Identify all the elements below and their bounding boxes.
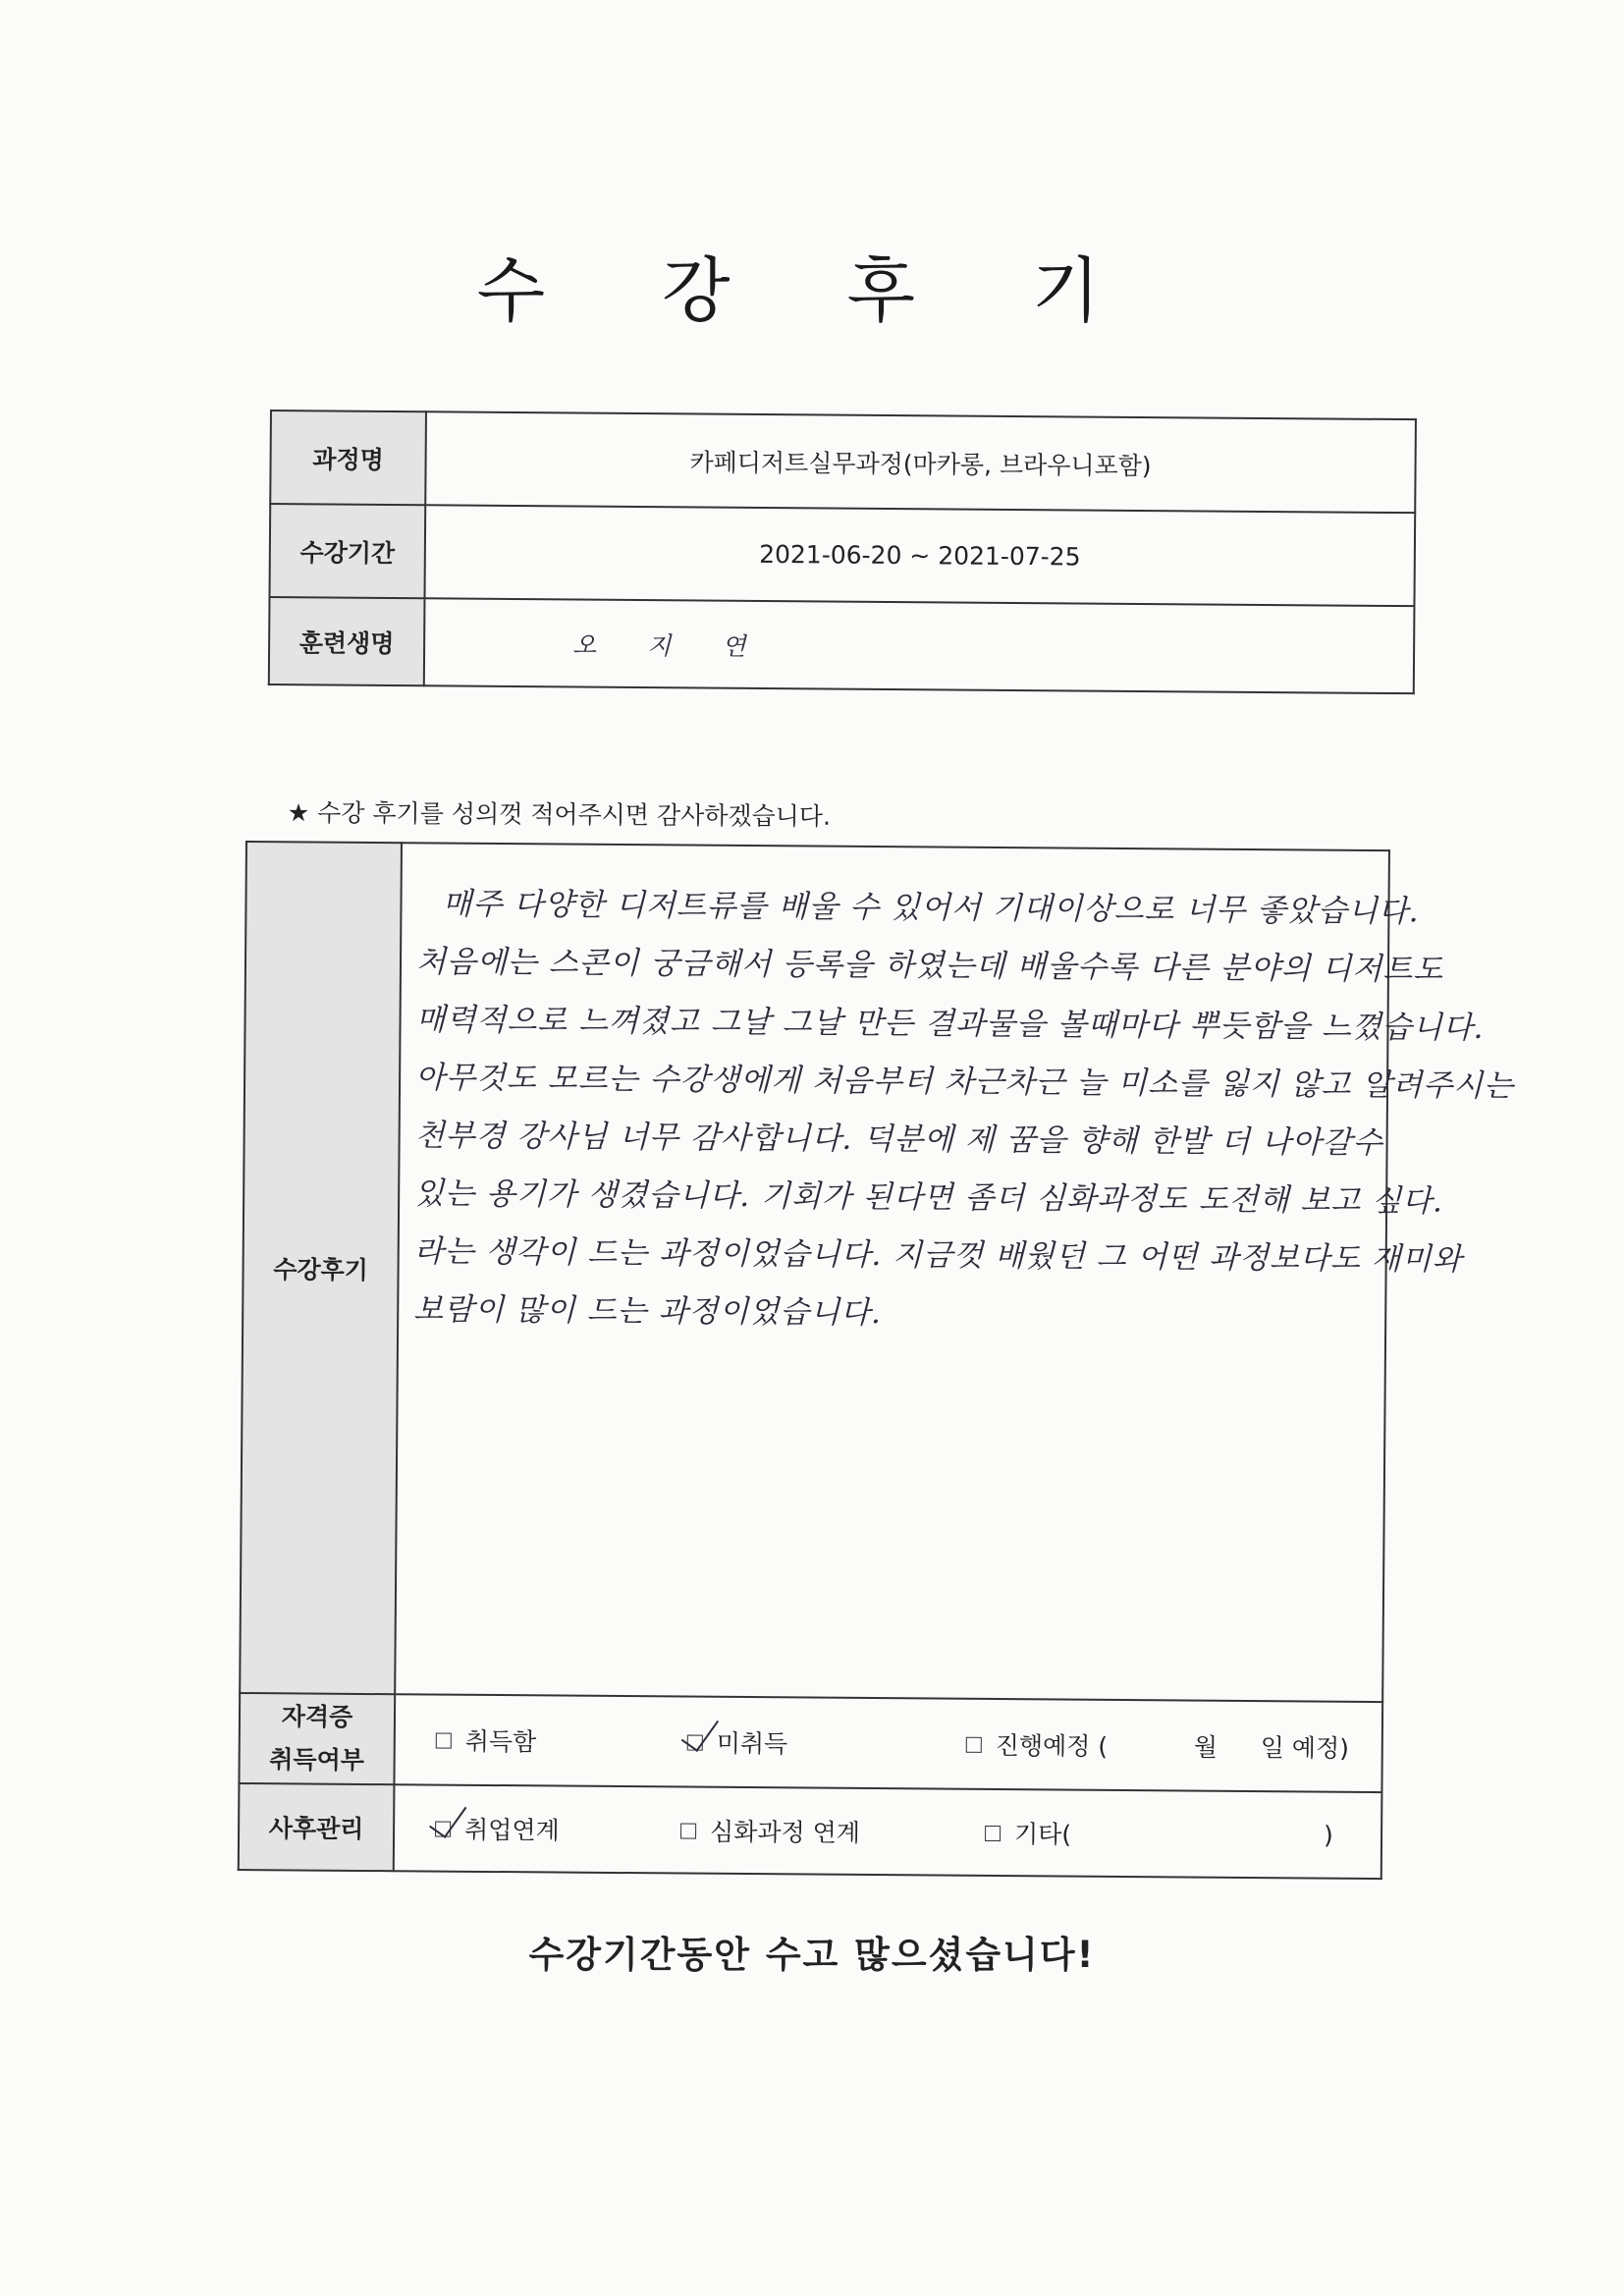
checkbox-icon[interactable] [436, 1733, 452, 1749]
trainee-name-value: 오 지 연 [424, 598, 1415, 693]
option-label: 취득함 [464, 1726, 537, 1757]
course-info-table [268, 410, 1417, 694]
option-label: 심화과정 연계 [709, 1817, 861, 1847]
instruction-note: ★ 수강 후기를 성의껏 적어주시면 감사하겠습니다. [287, 797, 832, 831]
aftercare-label: 사후관리 [239, 1783, 395, 1871]
certificate-not-acquired-option[interactable] [687, 1724, 788, 1761]
aftercare-options [394, 1784, 1382, 1879]
certificate-acquired-option[interactable] [436, 1722, 537, 1759]
review-section [238, 841, 1515, 1873]
review-line: 매주 다양한 디저트류를 배울 수 있어서 기대이상으로 너무 좋았습니다. [442, 886, 1420, 930]
review-line: 처음에는 스콘이 궁금해서 등록을 하였는데 배울수록 다른 분야의 디저트도 [415, 944, 1444, 988]
certificate-in-progress-option[interactable] [966, 1726, 1109, 1763]
page-title: 수 강 후 기 [476, 249, 1148, 332]
certificate-label-line2: 취득여부 [269, 1745, 365, 1775]
day-expected-label: 일 예정) [1260, 1733, 1350, 1763]
review-line: 매력적으로 느껴졌고 그날 그날 만든 결과물을 볼때마다 뿌듯함을 느꼈습니다. [415, 1002, 1485, 1046]
certificate-label [239, 1693, 395, 1784]
review-line: 보람이 많이 드는 과정이었습니다. [413, 1291, 883, 1332]
other-close-paren: ) [1323, 1821, 1333, 1850]
option-label: 기타( [1013, 1820, 1072, 1849]
option-label: 진행예정 ( [995, 1731, 1109, 1761]
course-period-value: 2021-06-20 ~ 2021-07-25 [424, 505, 1415, 606]
aftercare-employment-option[interactable] [435, 1811, 560, 1847]
certificate-label-line1: 자격증 [281, 1702, 353, 1731]
course-period-label: 수강기간 [269, 504, 425, 598]
checked-checkbox-icon[interactable] [687, 1735, 703, 1751]
course-name-value: 카페디저트실무과정(마카롱, 브라우니포함) [425, 411, 1416, 513]
checkbox-icon[interactable] [966, 1737, 982, 1753]
review-line: 라는 생각이 드는 과정이었습니다. 지금껏 배웠던 그 어떤 과정보다도 재미와 [413, 1233, 1463, 1278]
checked-checkbox-icon[interactable] [435, 1822, 451, 1837]
closing-message: 수강기간동안 수고 많으셨습니다! [528, 1934, 1096, 1976]
trainee-name-label: 훈련생명 [269, 597, 425, 685]
course-name-label: 과정명 [270, 410, 426, 505]
review-label: 수강후기 [240, 842, 402, 1694]
checkbox-icon[interactable] [680, 1824, 696, 1839]
aftercare-advanced-course-option[interactable] [680, 1813, 860, 1849]
certificate-options [394, 1694, 1382, 1792]
aftercare-other-option[interactable] [985, 1815, 1071, 1851]
review-line: 천부경 강사님 너무 감사합니다. 덕분에 제 꿈을 향해 한발 더 나아갈수 [414, 1118, 1383, 1162]
review-line: 있는 용기가 생겼습니다. 기회가 된다면 좀더 심화과정도 도전해 보고 싶다. [414, 1175, 1444, 1220]
review-text-area [395, 843, 1515, 1702]
option-label: 취업연계 [463, 1815, 560, 1845]
review-line: 아무것도 모르는 수강생에게 처음부터 차근차근 늘 미소를 잃지 않고 알려주시는 [414, 1060, 1515, 1105]
checkbox-icon[interactable] [985, 1826, 1001, 1841]
option-label: 미취득 [716, 1728, 788, 1759]
month-label: 월 [1193, 1732, 1218, 1762]
